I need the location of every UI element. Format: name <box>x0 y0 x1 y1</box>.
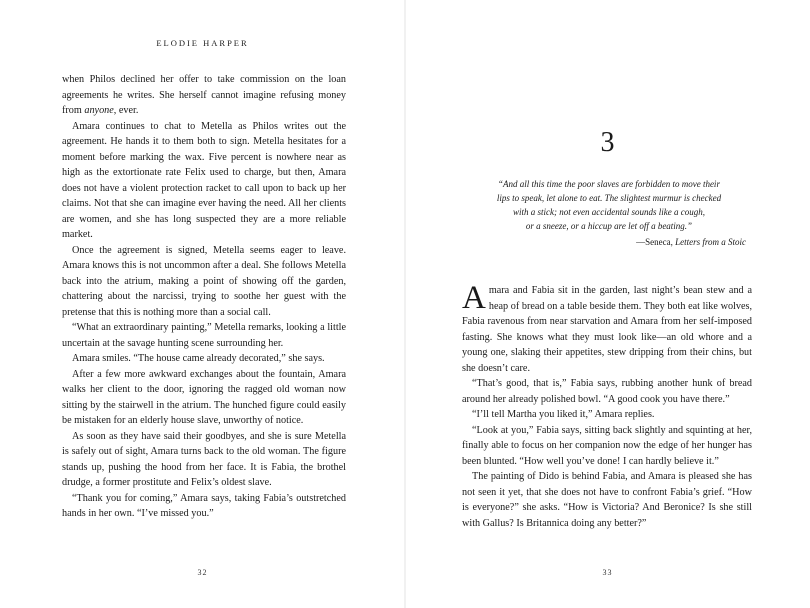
epigraph-line: or a sneeze, or a hiccup are let off a beating.” <box>525 221 693 231</box>
paragraph: The painting of Dido is behind Fabia, and Amara is pleased she has not seen it yet, that she does not have to confront Fabia’s grief. “How is everyone?” she asks. “How is Victoria? And Beronice? Is she still with Gallus? Is Britannica doing any better?” <box>462 471 752 529</box>
paragraph: “That’s good, that is,” Fabia says, rubbing another hunk of bread around her already polished bowl. “A good cook you have there.” <box>462 378 752 405</box>
paragraph: After a few more awkward exchanges about the fountain, Amara walks her client to the door, ignoring the ragged old woman now sitting by the stairwell in the atrium. The hunched figure could easily be mistaken for an elderly house slave, unworthy of notice. <box>62 368 346 426</box>
paragraph: “Look at you,” Fabia says, sitting back slightly and squinting at her, finally able to focus on her companion now the edge of her hunger has been blunted. “How well you’ve done! I can hardly believe it.” <box>462 424 752 467</box>
left-page-body <box>62 72 346 522</box>
chapter-number: 3 <box>600 127 615 158</box>
page-number-right: 33 <box>602 568 613 577</box>
epigraph-attribution: —Seneca, Letters from a Stoic <box>636 237 746 247</box>
epigraph-line: with a stick; not even accidental sounds like a cough, <box>513 207 705 217</box>
right-page-body <box>462 280 752 531</box>
paragraph: “I’ll tell Martha you liked it,” Amara replies. <box>472 409 655 420</box>
paragraph: “What an extraordinary painting,” Metella remarks, looking a little uncertain at the savage hunting scene surrounding her. <box>62 322 346 349</box>
right-page <box>405 0 810 608</box>
paragraph: Once the agreement is signed, Metella seems eager to leave. Amara knows this is not uncommon after a deal. She follows Metella back into the atrium, making a point of showing off the garden, chattering about the narcissi, trying to soothe her guest with the pretense that this is nothing more than a social call. <box>62 244 346 318</box>
epigraph-line: “And all this time the poor slaves are forbidden to move their <box>498 179 720 189</box>
epigraph-source-title: Letters from a Stoic <box>675 237 746 247</box>
paragraph: “Thank you for coming,” Amara says, taking Fabia’s outstretched hands in her own. “I’ve missed you.” <box>62 492 346 519</box>
paragraph: As soon as they have said their goodbyes, and she is sure Metella is safely out of sight, Amara turns back to the old woman. The figure stands up, pushing the hood from her face. It is Fabia, the brothel drudge, a former prostitute and Felix’s oldest slave. <box>62 430 346 488</box>
paragraph: Amara smiles. “The house came already decorated,” she says. <box>72 353 325 364</box>
epigraph <box>480 177 738 233</box>
epigraph-line: lips to speak, let alone to eat. The slightest murmur is checked <box>496 193 722 203</box>
emphasis: anyone <box>84 105 114 116</box>
paragraph: when Philos declined her offer to take commission on the loan agreements he writes. She herself cannot imagine refusing money from anyone, ever. <box>62 74 346 116</box>
drop-cap: A <box>462 280 486 316</box>
paragraph: Amara and Fabia sit in the garden, last night’s bean stew and a heap of bread on a table beside them. They both eat like wolves, Fabia ravenous from near starvation and Amara from her self-imposed fasting. She knows what they must look like—an old whore and a young one, slaking their appetites, stew dripping from their chins, but she doesn’t care. <box>462 280 752 374</box>
running-head-author: ELODIE HARPER <box>156 38 249 48</box>
paragraph: Amara continues to chat to Metella as Philos writes out the agreement. He hands it to them both to sign. Metella hesitates for a moment before marking the wax. Five percent is nowhere near as high as the extortionate rate Felix used to charge, but then, Amara does not have a violent protection racket to call upon to back up her claims. Not that she can imagine ever having the need. All her clients are women, and she has long suspected they are a more reliable market. <box>62 120 346 240</box>
page-number-left: 32 <box>197 568 208 577</box>
